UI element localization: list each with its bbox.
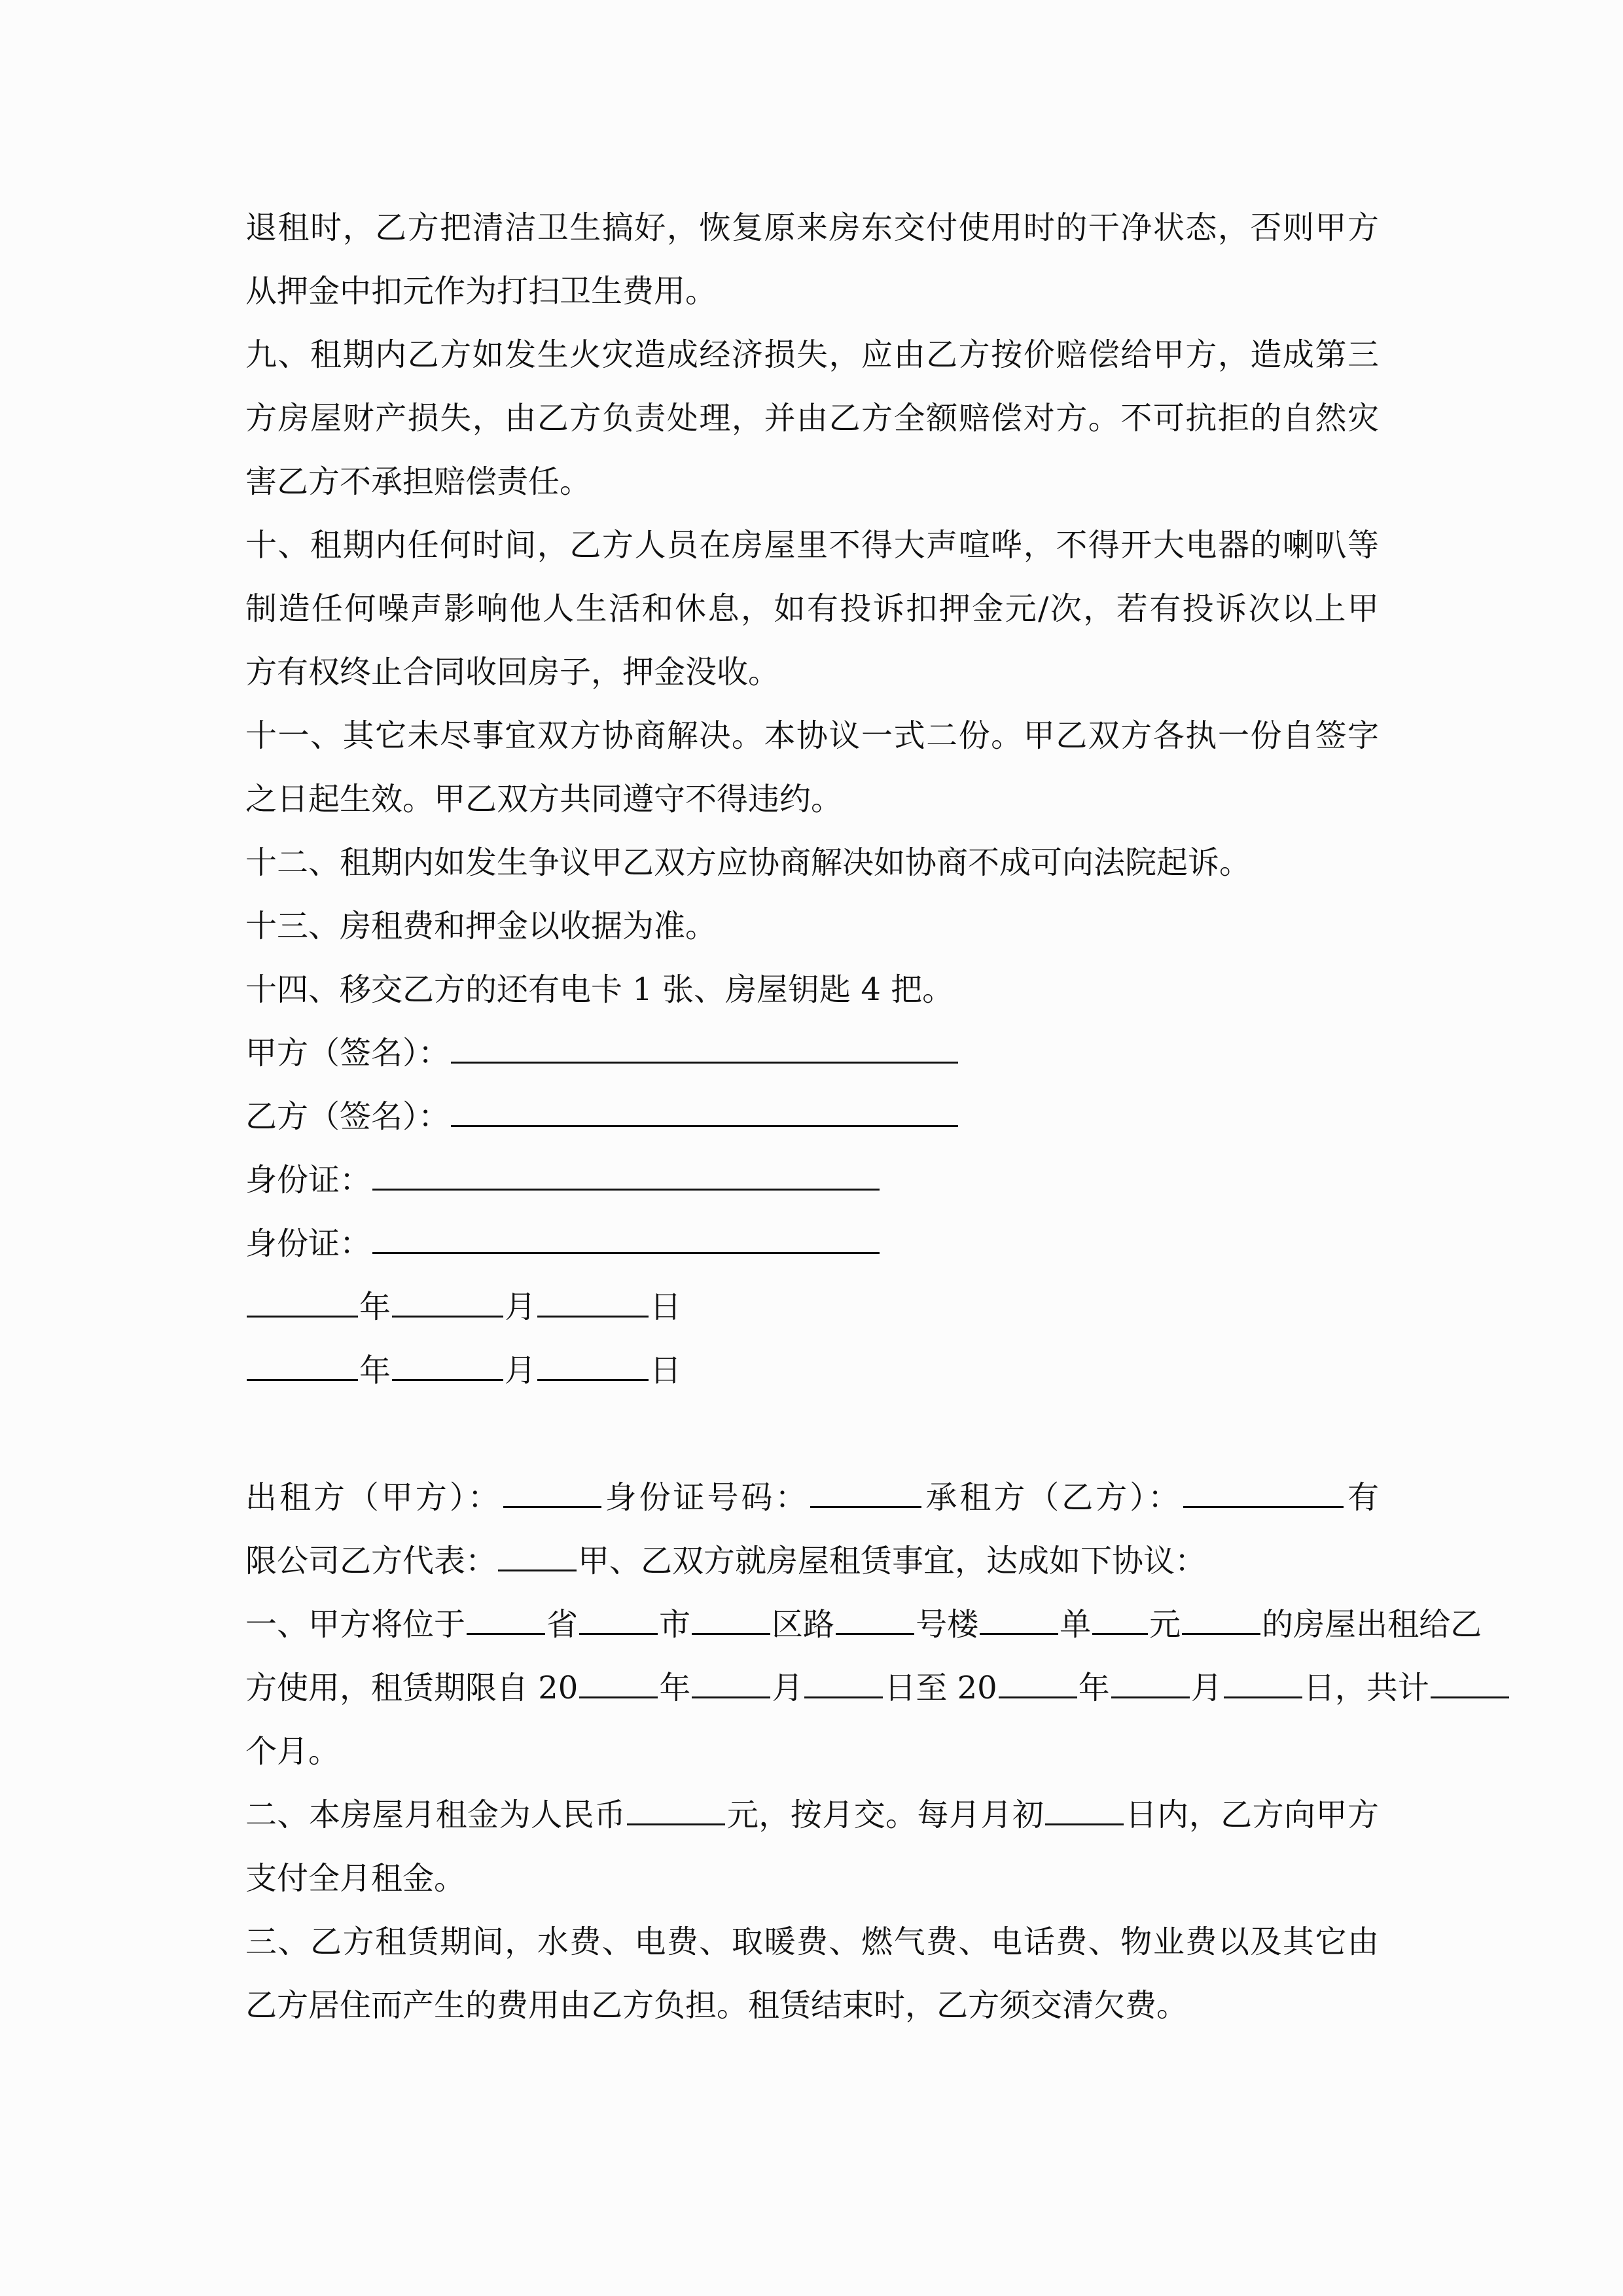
clause-11-line: 十一、其它未尽事宜双方协商解决。本协议一式二份。甲乙双方各执一份自签字	[245, 717, 1379, 754]
month-label: 月	[772, 1670, 804, 1706]
payment-day-field[interactable]	[1045, 1784, 1124, 1825]
date-row-2	[245, 1339, 1379, 1403]
province-label: 省	[546, 1606, 579, 1643]
year-label: 年	[359, 1289, 391, 1325]
month-field[interactable]	[392, 1276, 503, 1318]
clause-9-line: 害乙方不承担赔偿责任。	[245, 463, 592, 500]
start-month-field[interactable]	[692, 1657, 770, 1698]
party-a-signature-row	[245, 1022, 1379, 1085]
clause-3-line: 乙方居住而产生的费用由乙方负担。租赁结束时，乙方须交清欠费。	[245, 1987, 1188, 2024]
end-month-field[interactable]	[1111, 1657, 1190, 1698]
unit-label-a: 单	[1060, 1606, 1092, 1643]
year-field[interactable]	[247, 1340, 358, 1381]
total-months-field[interactable]	[1431, 1657, 1509, 1698]
clause-13-line: 十三、房租费和押金以收据为准。	[245, 908, 717, 944]
day-field[interactable]	[537, 1340, 649, 1381]
province-field[interactable]	[467, 1594, 545, 1635]
lessor-label: 出租方（甲方）：	[245, 1479, 502, 1516]
year-label: 年	[659, 1670, 691, 1706]
end-day-field[interactable]	[1224, 1657, 1302, 1698]
clause-1-line-2	[245, 1657, 1429, 1720]
clause-10-line: 方有权终止合同收回房子，押金没收。	[245, 654, 780, 691]
room-field[interactable]	[1182, 1594, 1260, 1635]
party-b-signature-label: 乙方（签名）：	[245, 1098, 450, 1135]
year-label: 年	[359, 1352, 391, 1389]
agreement-text: 甲、乙双方就房屋租赁事宜，达成如下协议：	[578, 1543, 1207, 1579]
rent-prefix: 二、本房屋月租金为人民币	[245, 1797, 626, 1833]
clause-1-line-3: 个月。	[245, 1733, 340, 1770]
rent-amount-field[interactable]	[627, 1784, 725, 1825]
month-label: 月	[1190, 1670, 1222, 1706]
id-row-2	[245, 1212, 1379, 1276]
month-field[interactable]	[392, 1340, 503, 1381]
clause-9-line: 九、租期内乙方如发生火灾造成经济损失，应由乙方按价赔偿给甲方，造成第三	[245, 336, 1379, 373]
start-day-field[interactable]	[804, 1657, 883, 1698]
unit-field[interactable]	[1092, 1594, 1148, 1635]
day-to-label: 日至 20	[884, 1670, 997, 1706]
id-row-1	[245, 1149, 1379, 1212]
representative-field[interactable]	[498, 1530, 577, 1571]
date-row-1	[245, 1276, 1379, 1339]
clause-1-line-1	[245, 1593, 1482, 1657]
id-number-label: 身份证号码：	[602, 1479, 810, 1516]
city-label: 市	[659, 1606, 691, 1643]
party-b-signature-row	[245, 1085, 1379, 1149]
district-road-label: 区路	[772, 1606, 835, 1643]
day-total-label: 日，共计	[1303, 1670, 1429, 1706]
day-field[interactable]	[537, 1276, 649, 1318]
lessee-label: 承租方（乙方）：	[923, 1479, 1182, 1516]
number-field[interactable]	[836, 1594, 914, 1635]
paragraph-line: 从押金中扣元作为打扫卫生费用。	[245, 273, 717, 310]
document-page	[245, 196, 1482, 2037]
clause-12-line: 十二、租期内如发生争议甲乙双方应协商解决如协商不成可向法院起诉。	[245, 844, 1251, 881]
rent-mid: 元，按月交。每月月初	[726, 1797, 1044, 1833]
clause-2-line-2: 支付全月租金。	[245, 1860, 466, 1897]
section-gap	[245, 1403, 1379, 1466]
lessee-field[interactable]	[1183, 1467, 1344, 1508]
party-b-signature-field[interactable]	[451, 1086, 958, 1127]
id-number-field[interactable]	[810, 1467, 921, 1508]
clause-2-line-1	[245, 1784, 1379, 1847]
id-label: 身份证：	[245, 1162, 372, 1198]
intro-line-1	[245, 1466, 1379, 1530]
start-year-field[interactable]	[579, 1657, 658, 1698]
rent-suffix: 日内，乙方向甲方	[1125, 1797, 1379, 1833]
clause-1-suffix: 的房屋出租给乙	[1262, 1606, 1482, 1643]
party-a-signature-label: 甲方（签名）：	[245, 1035, 450, 1071]
lease-period-prefix: 方使用，租赁期限自 20	[245, 1670, 579, 1706]
unit-label-b: 元	[1149, 1606, 1181, 1643]
building-field[interactable]	[980, 1594, 1058, 1635]
clause-10-line: 十、租期内任何时间，乙方人员在房屋里不得大声喧哗，不得开大电器的喇叭等	[245, 527, 1379, 564]
party-a-signature-field[interactable]	[451, 1022, 958, 1064]
paragraph-line: 退租时，乙方把清洁卫生搞好，恢复原来房东交付使用时的干净状态，否则甲方	[245, 209, 1379, 246]
id-label: 身份证：	[245, 1225, 372, 1262]
lessor-field[interactable]	[503, 1467, 601, 1508]
year-field[interactable]	[247, 1276, 358, 1318]
end-year-field[interactable]	[999, 1657, 1077, 1698]
month-label: 月	[505, 1289, 537, 1325]
day-label: 日	[650, 1352, 682, 1389]
clause-3-line: 三、乙方租赁期间，水费、电费、取暖费、燃气费、电话费、物业费以及其它由	[245, 1924, 1379, 1960]
intro-line-2	[245, 1530, 1379, 1593]
building-label: 号楼	[916, 1606, 979, 1643]
representative-label: 限公司乙方代表：	[245, 1543, 497, 1579]
clause-1-prefix: 一、甲方将位于	[245, 1606, 466, 1643]
id-field-2[interactable]	[372, 1213, 880, 1254]
city-field[interactable]	[579, 1594, 658, 1635]
clause-9-line: 方房屋财产损失，由乙方负责处理，并由乙方全额赔偿对方。不可抗拒的自然灾	[245, 400, 1379, 437]
district-field[interactable]	[692, 1594, 770, 1635]
day-label: 日	[650, 1289, 682, 1325]
year-label: 年	[1078, 1670, 1110, 1706]
clause-14-line: 十四、移交乙方的还有电卡 1 张、房屋钥匙 4 把。	[245, 971, 954, 1008]
id-field-1[interactable]	[372, 1149, 880, 1191]
clause-11-line: 之日起生效。甲乙双方共同遵守不得违约。	[245, 781, 843, 817]
company-text: 有	[1345, 1479, 1379, 1516]
clause-10-line: 制造任何噪声影响他人生活和休息，如有投诉扣押金元/次，若有投诉次以上甲	[245, 590, 1379, 627]
month-label: 月	[505, 1352, 537, 1389]
